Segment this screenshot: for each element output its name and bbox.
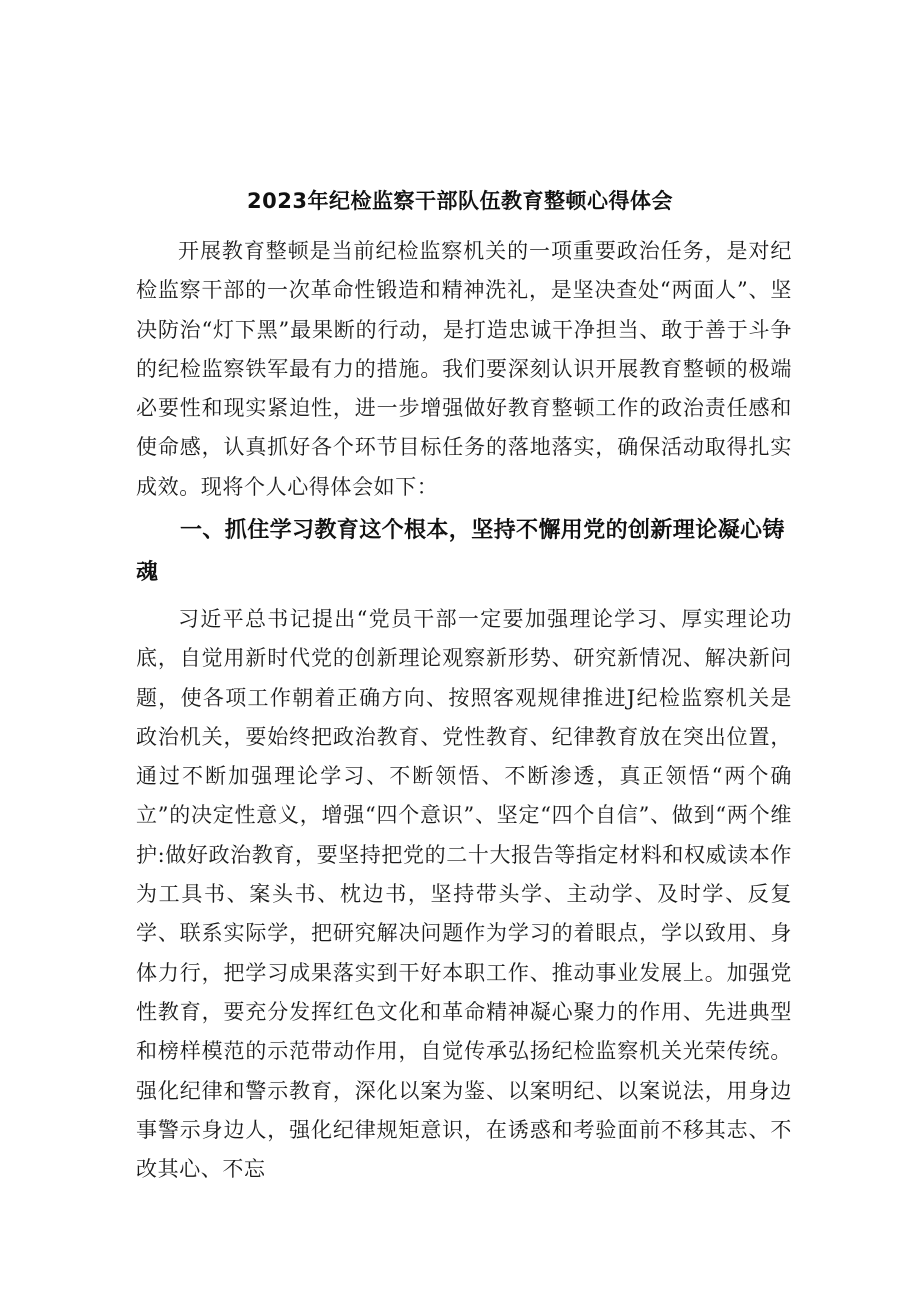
- section-1-paragraph: 习近平总书记提出“党员干部一定要加强理论学习、厚实理论功底，自觉用新时代党的创新理论观察新形势、研究新情况、解决新问题，使各项工作朝着正确方向、按照客观规律推进J纪检监察机关是政治机关，要始终把政治教育、党性教育、纪律教育放在突出位置，通过不断加强理论学习、不断领悟、不断渗透，真正领悟“两个确立”的决定性意义，增强“四个意识”、坚定“四个自信”、做到“两个维护:做好政治教育，要坚持把党的二十大报告等指定材料和权威读本作为工具书、案头书、枕边书，坚持带头学、主动学、及时学、反复学、联系实际学，把研究解决问题作为学习的着眼点，学以致用、身体力行，把学习成果落实到干好本职工作、推动事业发展上。加强党性教育，要充分发挥红色文化和革命精神凝心聚力的作用、先进典型和榜样模范的示范带动作用，自觉传承弘扬纪检监察机关光荣传统。强化纪律和警示教育，深化以案为鉴、以案明纪、以案说法，用身边事警示身边人，强化纪律规矩意识，在诱惑和考验面前不移其志、不改其心、不忘: [136, 607, 792, 1182]
- intro-paragraph: 开展教育整顿是当前纪检监察机关的一项重要政治任务，是对纪检监察干部的一次革命性锻造和精神洗礼，是坚决查处“两面人”、坚决防治“灯下黑”最果断的行动，是打造忠诚干净担当、敢于善于斗争的纪检监察铁军最有力的措施。我们要深刻认识开展教育整顿的极端必要性和现实紧迫性，进一步增强做好教育整顿工作的政治责任感和使命感，认真抓好各个环节目标任务的落地落实，确保活动取得扎实成效。现将个人心得体会如下：: [136, 239, 792, 499]
- document-title: 2023年纪检监察干部队伍教育整顿心得体会: [247, 189, 673, 214]
- section-heading-1: 一、抓住学习教育这个根本，坚持不懈用党的创新理论凝心铸魂: [136, 518, 785, 585]
